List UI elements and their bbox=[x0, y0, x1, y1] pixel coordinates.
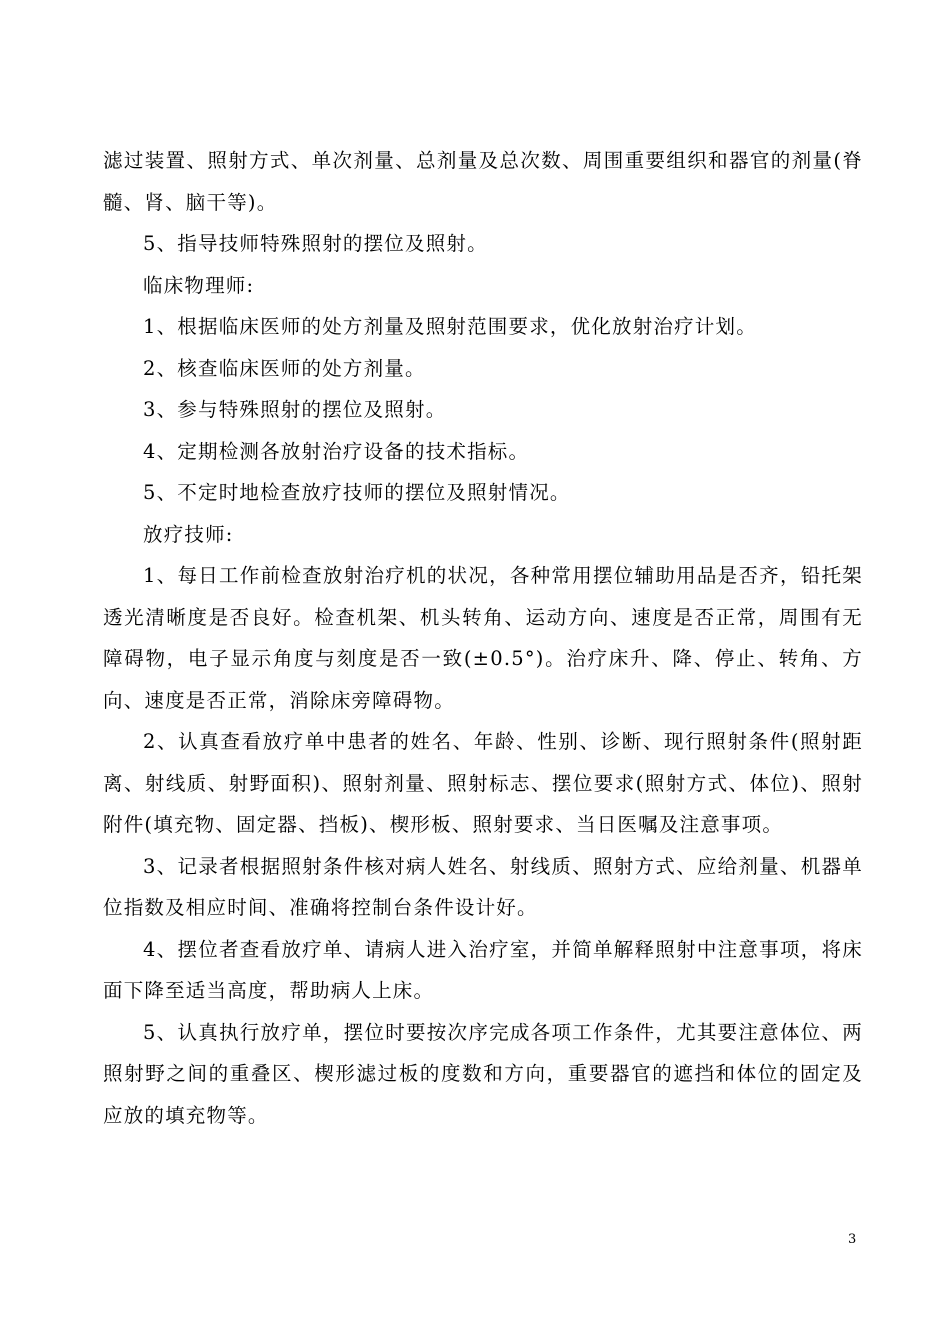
paragraph: 4、摆位者查看放疗单、请病人进入治疗室，并简单解释照射中注意事项，将床面下降至适当高度，帮助病人上床。 bbox=[103, 937, 863, 1002]
page-number: 3 bbox=[848, 1232, 857, 1247]
section-heading-physicist: 临床物理师: bbox=[143, 273, 255, 297]
paragraph: 2、认真查看放疗单中患者的姓名、年龄、性别、诊断、现行照射条件(照射距离、射线质、射野面积)、照射剂量、照射标志、摆位要求(照射方式、体位)、照射附件(填充物、固定器、挡板)、楔形板、照射要求、当日医嘱及注意事项。 bbox=[103, 730, 863, 836]
document-body bbox=[103, 140, 863, 1136]
paragraph: 5、指导技师特殊照射的摆位及照射。 bbox=[143, 232, 488, 255]
paragraph: 3、记录者根据照射条件核对病人姓名、射线质、照射方式、应给剂量、机器单位指数及相应时间、准确将控制台条件设计好。 bbox=[103, 854, 863, 919]
paragraph: 1、根据临床医师的处方剂量及照射范围要求，优化放射治疗计划。 bbox=[143, 315, 757, 338]
paragraph: 1、每日工作前检查放射治疗机的状况，各种常用摆位辅助用品是否齐，铅托架透光清晰度是否良好。检查机架、机头转角、运动方向、速度是否正常，周围有无障碍物，电子显示角度与刻度是否一致(±0.5°)。治疗床升、降、停止、转角、方向、速度是否正常，消除床旁障碍物。 bbox=[103, 564, 863, 712]
paragraph: 3、参与特殊照射的摆位及照射。 bbox=[143, 398, 447, 421]
paragraph: 滤过装置、照射方式、单次剂量、总剂量及总次数、周围重要组织和器官的剂量(脊髓、肾、脑干等)。 bbox=[103, 149, 863, 214]
paragraph: 5、不定时地检查放疗技师的摆位及照射情况。 bbox=[143, 481, 571, 504]
section-heading-technician: 放疗技师: bbox=[143, 522, 234, 546]
paragraph: 5、认真执行放疗单，摆位时要按次序完成各项工作条件，尤其要注意体位、两照射野之间的重叠区、楔形滤过板的度数和方向，重要器官的遮挡和体位的固定及应放的填充物等。 bbox=[103, 1020, 863, 1127]
paragraph: 4、定期检测各放射治疗设备的技术指标。 bbox=[143, 439, 530, 463]
paragraph: 2、核查临床医师的处方剂量。 bbox=[143, 356, 426, 380]
